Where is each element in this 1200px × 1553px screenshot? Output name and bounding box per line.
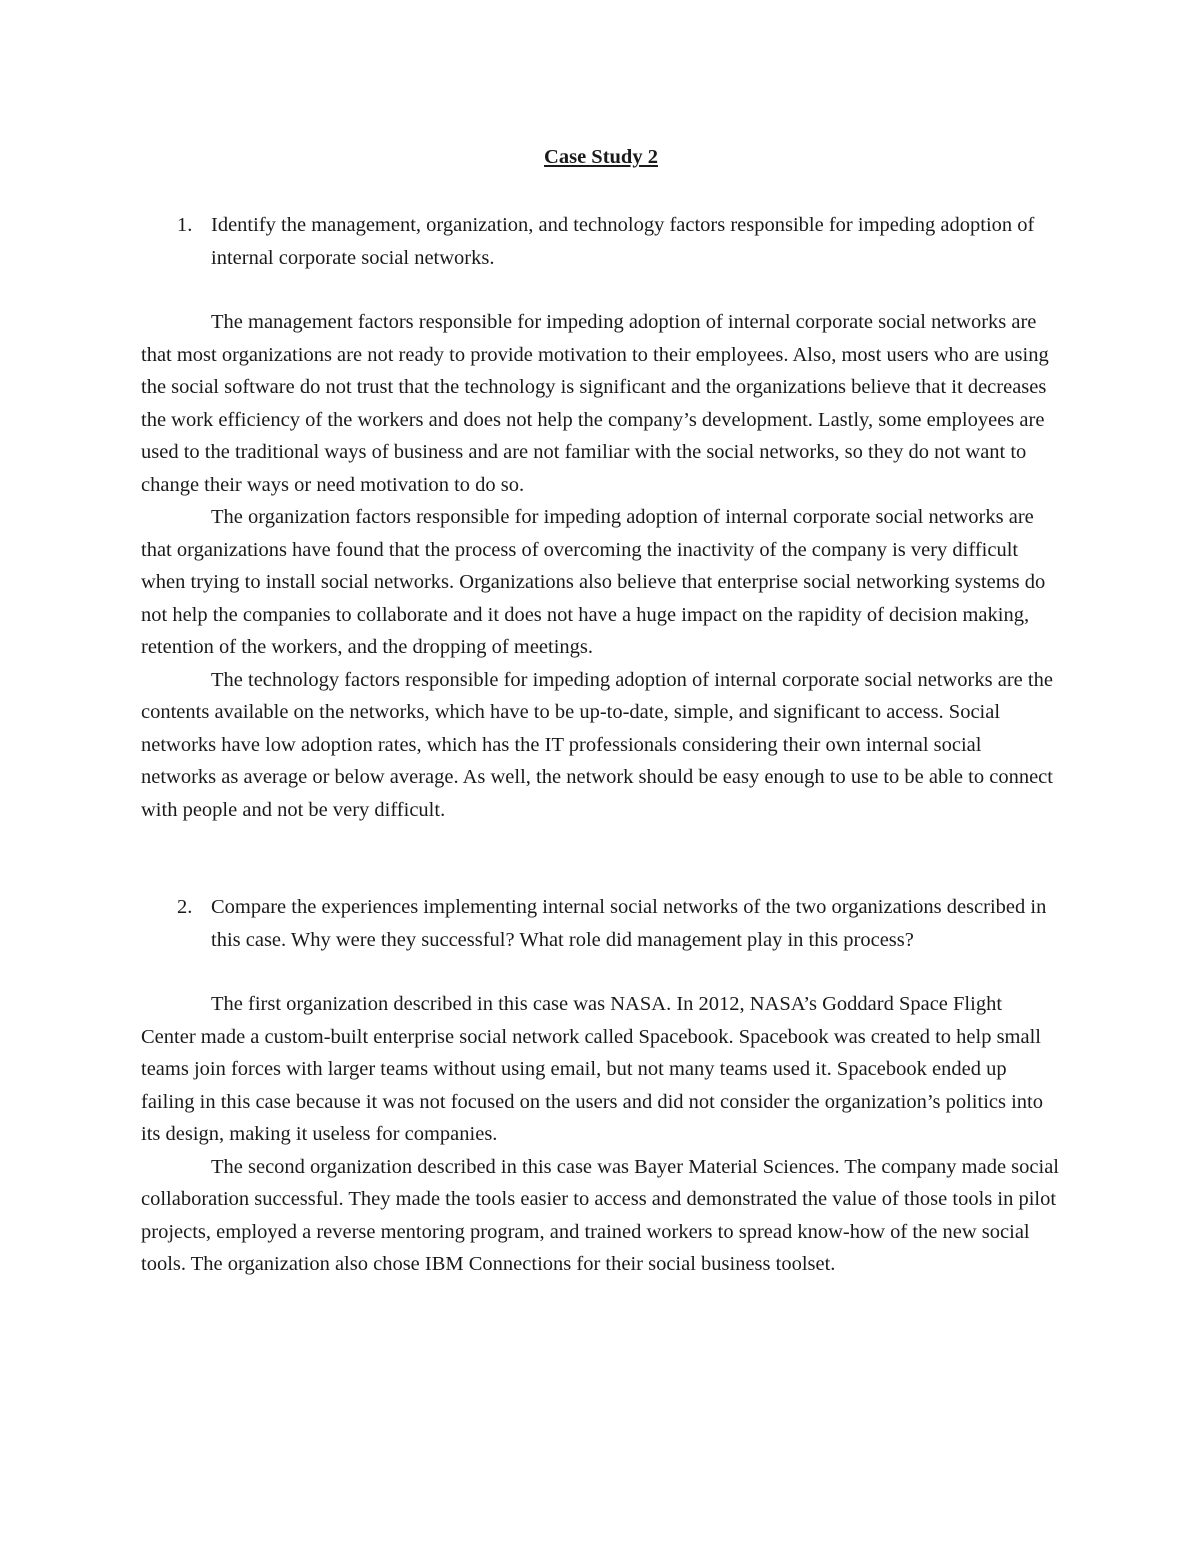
answer-paragraph: The technology factors responsible for impeding adoption of internal corporate social networks are the contents available on the networks, which have to be up-to-date, simple, and significant to access. Social networks have low adoption rates, which has the IT professionals considering their own internal social networks as average or below average. As well, the network should be easy enough to use to be able to connect with people and not be very difficult. — [141, 668, 1053, 821]
question-text: Identify the management, organization, and technology factors responsible for impeding adoption of internal corporate social networks. — [211, 214, 1035, 269]
question-1 — [141, 209, 1061, 274]
section-2 — [141, 891, 1061, 1281]
document-title: Case Study 2 — [544, 146, 658, 168]
section-1 — [141, 209, 1061, 826]
question-number: 1. — [177, 214, 193, 236]
question-2 — [141, 891, 1061, 956]
answer-paragraph: The second organization described in this case was Bayer Material Sciences. The company made social collaboration successful. They made the tools easier to access and demonstrated the value of those tools in pilot projects, employed a reverse mentoring program, and trained workers to spread know-how of the new social tools. The organization also chose IBM Connections for their social business toolset. — [141, 1155, 1059, 1275]
answer-paragraph: The first organization described in this case was NASA. In 2012, NASA’s Goddard Space Flight Center made a custom-built enterprise social network called Spacebook. Spacebook was created to help small teams join forces with larger teams without using email, but not many teams used it. Spacebook ended up failing in this case because it was not focused on the users and did not consider the organization’s politics into its design, making it useless for companies. — [141, 993, 1043, 1145]
document-page — [141, 139, 1061, 1281]
answer-paragraph: The organization factors responsible for impeding adoption of internal corporate social networks are that organizations have found that the process of overcoming the inactivity of the company is very difficult when trying to install social networks. Organizations also believe that enterprise social networking systems do not help the companies to collaborate and it does not have a huge impact on the rapidity of decision making, retention of the workers, and the dropping of meetings. — [141, 506, 1046, 658]
answer-paragraph: The management factors responsible for impeding adoption of internal corporate social networks are that most organizations are not ready to provide motivation to their employees. Also, most users who are using the social software do not trust that the technology is significant and the organizations believe that it decreases the work efficiency of the workers and does not help the company’s development. Lastly, some employees are used to the traditional ways of business and are not familiar with the social networks, so they do not want to change their ways or need motivation to do so. — [141, 311, 1049, 496]
question-number: 2. — [177, 896, 193, 918]
question-text: Compare the experiences implementing internal social networks of the two organizations described in this case. Why were they successful? What role did management play in this process? — [211, 896, 1047, 951]
